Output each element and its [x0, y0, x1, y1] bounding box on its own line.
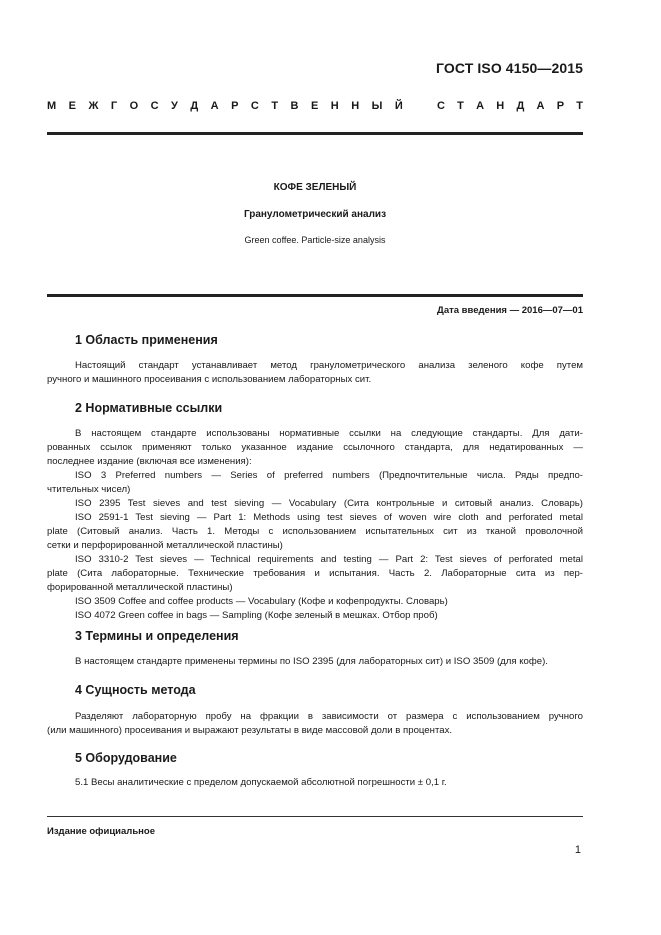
letter: С — [250, 100, 259, 112]
text-line: форированной металлической пластины) — [47, 582, 233, 593]
section-text-scope — [47, 359, 583, 387]
document-title: КОФЕ ЗЕЛЕНЫЙ — [273, 182, 357, 193]
page-number: 1 — [574, 844, 581, 856]
standard-type-word-interstate — [47, 100, 403, 112]
letter: Е — [310, 100, 319, 112]
text-line: plate (Сита лабораторные. Технические требования и испытания. Часть 2. Лабораторные сита из пер- — [47, 568, 583, 579]
text-line: (или машинного) просеивания и выражают результаты в виде массовой доли в процентах. — [47, 725, 453, 736]
text-line: сетки и перфорированной металлической пластины) — [47, 540, 283, 551]
letter: С — [150, 100, 159, 112]
letter: А — [210, 100, 219, 112]
text-line: В настоящем стандарте использованы нормативные ссылки на следующие стандарты. Для дати- — [75, 428, 583, 439]
letter: Н — [496, 100, 505, 112]
text-line: 5.1 Весы аналитические с пределом допускаемой абсолютной погрешности ± 0,1 г. — [75, 777, 447, 788]
letter: Д — [190, 100, 199, 112]
letter: Ж — [88, 100, 99, 112]
document-title-english: Green coffee. Particle-size analysis — [244, 235, 386, 245]
letter: А — [536, 100, 545, 112]
letter: Т — [271, 100, 279, 112]
footer-divider — [47, 816, 583, 817]
letter: М — [47, 100, 57, 112]
title-divider — [47, 294, 583, 297]
reference-iso-3310-2: ISO 3310-2 Test sieves — Technical requirements and testing — Part 2: Test sieves of perforated metal — [75, 554, 583, 565]
reference-iso-2395: ISO 2395 Test sieves and test sieving — Vocabulary (Сита контрольные и ситовый анализ. Словарь) — [75, 498, 583, 509]
text-line: ручного и машинного просеивания с использованием лабораторных сит. — [47, 374, 372, 385]
official-edition-label: Издание официальное — [47, 826, 155, 837]
section-heading-method-principle: 4 Сущность метода — [75, 683, 196, 697]
reference-iso-3509: ISO 3509 Coffee and coffee products — Vocabulary (Кофе и кофепродукты. Словарь) — [75, 596, 448, 607]
letter: Н — [330, 100, 339, 112]
section-heading-terms: 3 Термины и определения — [75, 629, 239, 643]
letter: Н — [351, 100, 360, 112]
section-text-method-principle — [47, 710, 583, 738]
letter: Г — [110, 100, 118, 112]
section-text-terms — [47, 655, 583, 669]
text-line: plate (Ситовый анализ. Часть 1. Методы с использованием испытательных сит из тканой проволочной — [47, 526, 583, 537]
section-text-equipment — [47, 776, 583, 790]
text-line: последнее издание (включая все изменения): — [47, 456, 252, 467]
letter: А — [476, 100, 485, 112]
letter: Д — [516, 100, 525, 112]
letter: Р — [556, 100, 565, 112]
reference-iso-4072: ISO 4072 Green coffee in bags — Sampling (Кофе зеленый в мешках. Отбор проб) — [75, 610, 438, 621]
document-number: ГОСТ ISO 4150—2015 — [436, 60, 583, 76]
letter: В — [290, 100, 299, 112]
section-text-normative-references — [47, 427, 583, 623]
letter: С — [437, 100, 445, 112]
letter: Р — [231, 100, 239, 112]
standard-type-word-standard — [437, 100, 583, 112]
introduction-date: Дата введения — 2016—07—01 — [437, 305, 583, 316]
text-line: В настоящем стандарте применены термины по ISO 2395 (для лабораторных сит) и ISO 3509 (для кофе). — [75, 656, 548, 667]
section-heading-normative-references: 2 Нормативные ссылки — [75, 401, 223, 415]
letter: Й — [394, 100, 403, 112]
letter: Т — [576, 100, 583, 112]
text-line: Настоящий стандарт устанавливает метод гранулометрического анализа зеленого кофе путем — [75, 360, 583, 371]
document-subtitle: Гранулометрический анализ — [243, 209, 387, 220]
letter: О — [129, 100, 139, 112]
text-line: чтительных чисел) — [47, 484, 131, 495]
letter: У — [171, 100, 178, 112]
letter: Ы — [371, 100, 383, 112]
section-heading-scope: 1 Область применения — [75, 333, 218, 347]
text-line: Разделяют лабораторную пробу на фракции в зависимости от размера с использованием ручного — [75, 711, 583, 722]
header-divider — [47, 132, 583, 135]
standard-type-label — [47, 100, 583, 112]
section-heading-equipment: 5 Оборудование — [75, 751, 177, 765]
reference-iso-3: ISO 3 Preferred numbers — Series of preferred numbers (Предпочтительные числа. Ряды предпо- — [75, 470, 583, 481]
letter: Е — [68, 100, 76, 112]
reference-iso-2591-1: ISO 2591-1 Test sieving — Part 1: Methods using test sieves of woven wire cloth and perforated metal — [75, 512, 583, 523]
text-line: рованных ссылок применяют только указанное издание ссылочного стандарта, для недатированных — — [47, 442, 583, 453]
letter: Т — [457, 100, 464, 112]
